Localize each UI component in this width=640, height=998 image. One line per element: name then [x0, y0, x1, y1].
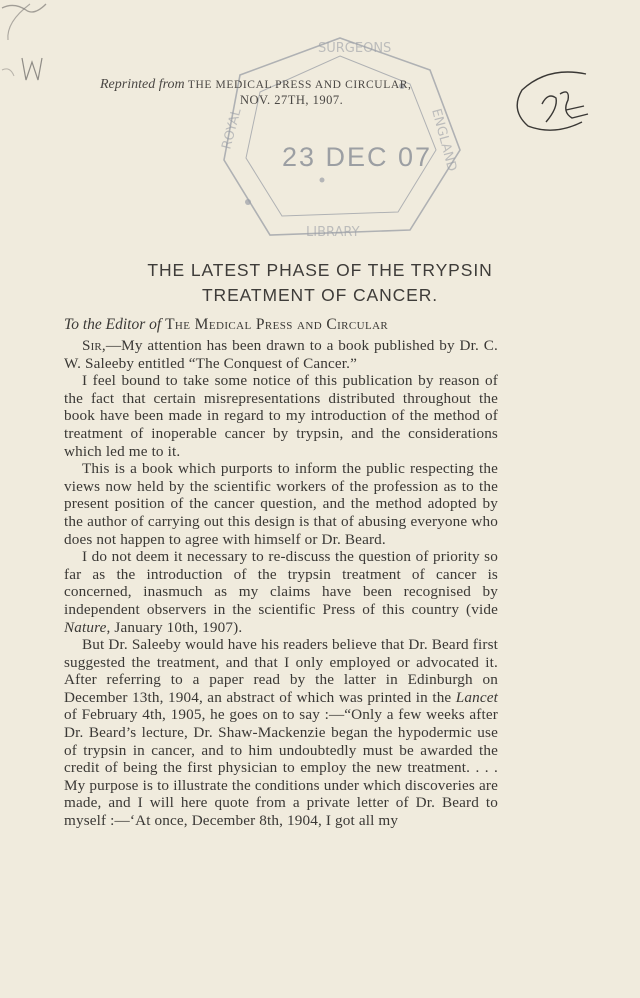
citation-nature: Nature: [64, 618, 107, 636]
reprint-label: Reprinted from: [100, 77, 185, 92]
title-line-2: TREATMENT OF CANCER.: [201, 285, 439, 305]
paragraph-3: This is a book which purports to inform the public respecting the views now held by the scientific workers of the profession as to the present position of the cancer question, and the method adopted by the author of carrying out this design is that of abusing everyone who does not happen to agree with himself or Dr. Beard.: [64, 460, 498, 548]
reprint-date: NOV. 27TH, 1907.: [240, 93, 344, 107]
svg-text:ROYAL: ROYAL: [219, 106, 245, 152]
paragraph-1-text: —My attention has been drawn to a book published by Dr. C. W. Saleeby entitled “The Conquest of Cancer.”: [64, 337, 498, 372]
svg-text:LIBRARY: LIBRARY: [306, 225, 360, 240]
pencil-annotation: [0, 0, 70, 90]
addressee-journal: The Medical Press and Circular: [165, 316, 389, 333]
paragraph-5-text-a: But Dr. Saleeby would have his readers believe that Dr. Beard first suggested the treatment, and that I only employed or advocated it. After referring to a paper read by the latter in Edinburgh on December 13th, 1904, an abstract of which was printed in the: [64, 636, 498, 706]
reprint-notice: [100, 76, 500, 93]
salutation: Sir,: [82, 337, 106, 354]
library-stamp: [210, 30, 470, 250]
stamp-date: 23 DEC 07: [282, 142, 433, 172]
paragraph-2: I feel bound to take some notice of this publication by reason of the fact that certain misrepresentations distributed throughout the book have been made in regard to my introduction of the method of treatment of inoperable cancer by trypsin, and the considerations which led me to it.: [64, 372, 498, 460]
article-title: [40, 258, 600, 308]
catalog-number-annotation: [508, 64, 604, 136]
title-line-1: THE LATEST PHASE OF THE TRYPSIN: [147, 260, 493, 280]
addressee-to-editor: To the Editor of: [64, 316, 162, 333]
letter-body: [64, 337, 498, 830]
paragraph-1: [64, 337, 498, 372]
svg-text:ENGLAND: ENGLAND: [428, 107, 460, 174]
paragraph-5-text-b: of February 4th, 1905, he goes on to say :—“Only a few weeks after Dr. Beard’s lecture, Dr. Shaw-Mackenzie began the hypodermic use of trypsin in cancer, and to him undoubtedly must be awarded the credit of being the first physician to employ the new treatment. . . . My purpose is to illustrate the conditions under which discoveries are made, and I will here quote from a private letter of Dr. Beard to myself :—‘At once, December 8th, 1904, I got all my: [64, 706, 498, 830]
paragraph-4: [64, 548, 498, 636]
reprint-journal: THE MEDICAL PRESS AND CIRCULAR,: [187, 79, 412, 91]
svg-text:SURGEONS: SURGEONS: [318, 41, 392, 56]
paragraph-4-text-b: , January 10th, 1907).: [106, 618, 243, 636]
addressee-line: [64, 316, 504, 334]
paragraph-5: [64, 636, 498, 830]
paragraph-4-text-a: I do not deem it necessary to re-discuss the question of priority so far as the introduction of the trypsin treatment of cancer is concerned, inasmuch as my claims have been recognised by independent observers in the scientific Press of this country (vide: [64, 548, 498, 618]
citation-lancet: Lancet: [455, 688, 498, 706]
